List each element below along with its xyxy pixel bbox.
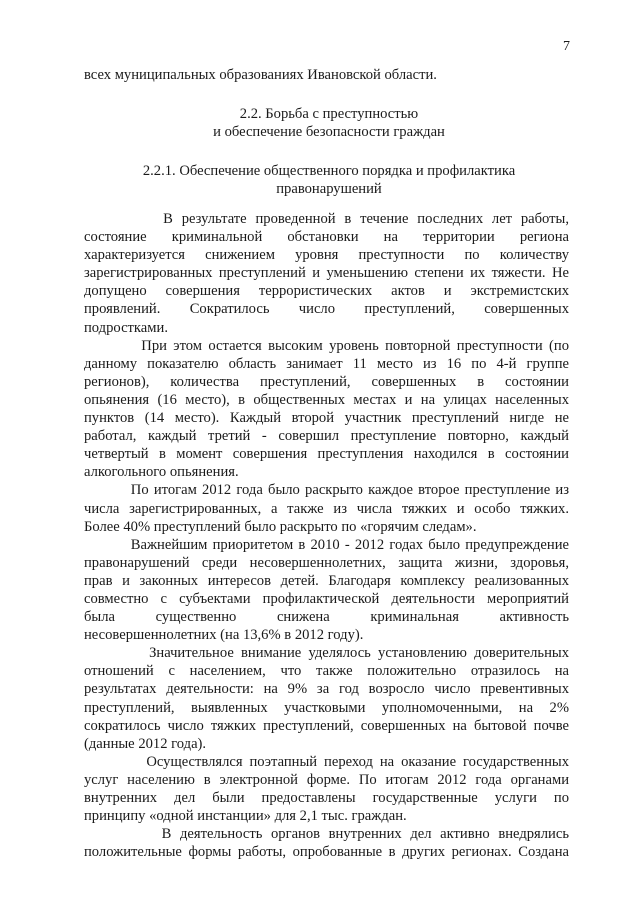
page-number: 7 [563, 39, 570, 54]
paragraph [84, 210, 569, 337]
paragraph-line: прав и законных интересов детей. Благодаря комплексу реализованных [84, 572, 569, 589]
body-text [84, 210, 569, 861]
paragraph-line: В результате проведенной в течение последних лет работы, [84, 211, 569, 227]
paragraph-line: По итогам 2012 года было раскрыто каждое второе преступление из [84, 482, 569, 499]
paragraph [84, 536, 569, 645]
paragraph-line: правонарушений среди несовершеннолетних, защита жизни, здоровья, [84, 554, 569, 571]
paragraph-line: работал, каждый третий - совершил преступление повторно, каждый [84, 428, 569, 445]
paragraph-line: отношений с населением, что также положительно отразилось на [84, 663, 569, 680]
paragraph-line: принципу «одной инстанции» для 2,1 тыс. граждан. [84, 808, 407, 825]
section-heading-line: 2.2. Борьба с преступностью [239, 106, 419, 122]
subsection-heading-line: правонарушений [276, 181, 382, 198]
paragraph-line: Значительное внимание уделялось установлению доверительных [84, 645, 569, 662]
continuation-line: всех муниципальных образованиях Ивановской области. [84, 67, 437, 83]
paragraph-line: (данные 2012 года). [84, 735, 207, 752]
paragraph-line: допущено совершения террористических актов и экстремистских [84, 283, 569, 300]
paragraph [84, 753, 569, 825]
paragraph-line: преступлений, выявленных участковыми уполномоченными, на 2% [84, 699, 569, 716]
paragraph-line: Более 40% преступлений было раскрыто по «горячим следам». [84, 518, 477, 535]
paragraph-line: В деятельность органов внутренних дел активно внедрялись [84, 826, 569, 843]
paragraph-line: несовершеннолетних (на 13,6% в 2012 году). [84, 627, 364, 644]
paragraph-line: Важнейшим приоритетом в 2010 - 2012 годах было предупреждение [84, 536, 569, 553]
paragraph-line: положительные формы работы, опробованные в других регионах. Создана [84, 844, 569, 861]
paragraph-line: алкогольного опьянения. [84, 464, 239, 481]
section-heading-line: и обеспечение безопасности граждан [213, 124, 445, 141]
paragraph [84, 337, 569, 482]
paragraph-line: внутренних дел были предоставлены государственные услуги по [84, 790, 569, 806]
paragraph-line: результатах деятельности: на 9% за год возросло число превентивных [84, 681, 569, 698]
paragraph-line: подростками. [84, 319, 168, 336]
paragraph-line: опьянения (16 место), в общественных местах и на улицах населенных [84, 391, 569, 408]
paragraph-line: Осуществлялся поэтапный переход на оказание государственных [84, 753, 569, 770]
paragraph-line: характеризуется снижением уровня преступности по количеству [84, 247, 569, 264]
paragraph-line: сократилось число тяжких преступлений, совершенных на бытовой почве [84, 717, 569, 734]
section-heading [84, 105, 574, 141]
paragraph [84, 481, 569, 535]
paragraph-line: зарегистрированных преступлений и уменьшению степени их тяжести. Не [84, 265, 569, 282]
paragraph [84, 644, 569, 753]
paragraph-line: числа зарегистрированных, а также из числа тяжких и особо тяжких. [84, 500, 569, 517]
paragraph-line: При этом остается высоким уровень повторной преступности (по [84, 337, 569, 354]
paragraph-line: совместно с субъектами профилактической деятельности мероприятий [84, 590, 569, 607]
paragraph-line: была существенно снижена криминальная активность [84, 609, 569, 626]
paragraph-line: регионов), количества преступлений, совершенных в состоянии [84, 373, 569, 390]
paragraph-line: состояние криминальной обстановки на территории региона [84, 229, 569, 246]
paragraph [84, 825, 569, 861]
paragraph-line: пунктов (14 место). Каждый второй участник преступлений нигде не [84, 410, 569, 427]
subsection-heading [84, 162, 574, 198]
paragraph-line: проявлений. Сократилось число преступлений, совершенных [84, 301, 569, 318]
paragraph-line: услуг населению в электронной форме. По итогам 2012 года органами [84, 771, 569, 788]
paragraph-line: четвертый в момент совершения преступления находился в состоянии [84, 446, 569, 463]
subsection-heading-line: 2.2.1. Обеспечение общественного порядка и профилактика [142, 163, 516, 179]
paragraph-line: данному показателю область занимает 11 место из 16 по 4-й группе [84, 355, 569, 372]
